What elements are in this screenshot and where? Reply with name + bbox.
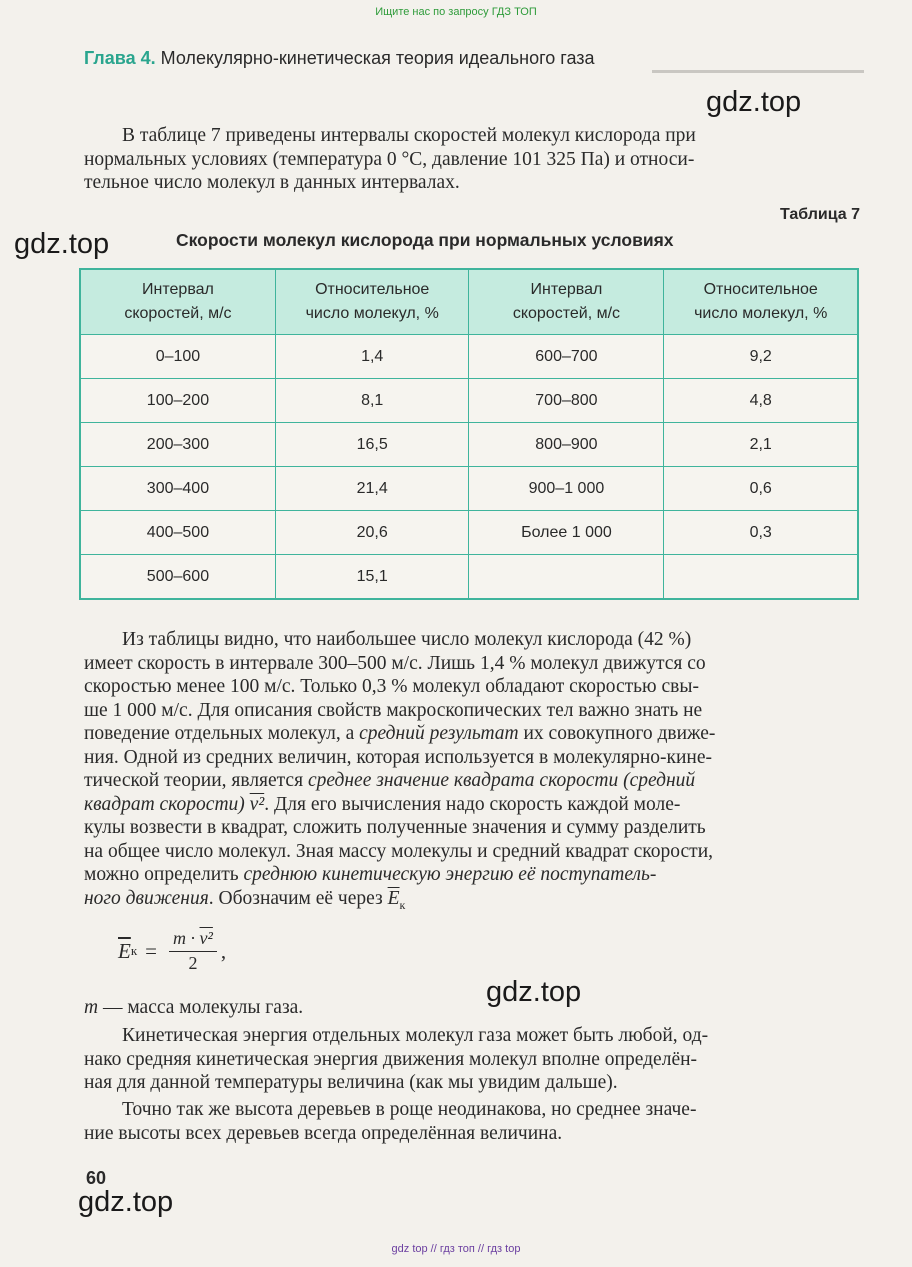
table-cell: 100–200 [80,379,275,423]
header-rule [652,70,864,73]
body-line: кулы возвести в квадрат, сложить полученные значения и сумму разделить [84,817,706,838]
chapter-title: Молекулярно-кинетическая теория идеального газа [160,48,595,68]
table-row [80,379,858,423]
table-cell: 800–900 [469,423,664,467]
italic-term: средний результат [359,723,519,744]
mass-symbol: m [84,997,99,1018]
table-cell: 200–300 [80,423,275,467]
table-cell: 0,6 [664,467,858,511]
footer-links[interactable]: gdz top // гдз топ // гдз top [391,1243,521,1255]
chapter-label: Глава 4. [84,48,156,68]
body-line: скоростью менее 100 м/с. Только 0,3 % молекул обладают скоростью свы- [84,676,699,697]
body-line: ше 1 000 м/с. Для описания свойств макроскопических тел важно знать не [84,699,703,721]
table-cell [664,555,858,600]
body-line: поведение отдельных молекул, а средний результат их совокупного движе- [84,723,716,744]
body-paragraph [84,628,856,917]
body-line: имеет скорость в интервале 300–500 м/с. Лишь 1,4 % молекул движутся со [84,652,706,674]
body-line: ния. Одной из средних величин, которая используется в молекулярно-кине- [84,746,713,768]
body-line: на общее число молекул. Зная массу молекулы и средний квадрат скорости, [84,840,714,862]
ek-symbol: $\overline{E}$ [387,887,400,909]
italic-term: ного движения [84,887,209,909]
v-squared-symbol: v² [249,793,265,815]
italic-term: квадрат скорости) [84,793,245,815]
table-cell: 500–600 [80,555,275,600]
table-cell: 300–400 [80,467,275,511]
header-cell: Интервал скоростей, м/с [80,269,275,335]
table-cell: 900–1 000 [469,467,664,511]
chapter-header [84,48,595,69]
table-cell: 400–500 [80,511,275,555]
formula-fraction [169,928,217,974]
formula-denominator: 2 [188,953,198,973]
formula-comma: , [220,938,227,963]
ek-subscript: к [399,897,406,912]
body-line: ние высоты всех деревьев всегда определённая величина. [84,1122,563,1144]
table-cell: 20,6 [275,511,469,555]
watermark: gdz.top [78,1186,174,1218]
table-cell: 600–700 [469,335,664,379]
table-cell: 8,1 [275,379,469,423]
table-row [80,335,858,379]
header-cell: Относительное число молекул, % [664,269,858,335]
table-cell: Более 1 000 [469,511,664,555]
table-cell: 2,1 [664,423,858,467]
table-cell: 15,1 [275,555,469,600]
table-cell: 0–100 [80,335,275,379]
formula-lhs: $\overline{E}$ [118,938,131,963]
body-line: ного движения. Обозначим её через $\overline{E}_к$ [84,887,406,912]
table-cell [469,555,664,600]
table-row [80,423,858,467]
table-cell: 16,5 [275,423,469,467]
table-number: Таблица 7 [779,206,860,223]
table-row [80,511,858,555]
body-line: Из таблицы видно, что наибольшее число молекул кислорода (42 %) [122,629,692,650]
formula-equals: = [145,938,157,963]
top-banner-link[interactable]: Ищите нас по запросу ГДЗ ТОП [375,6,537,18]
body-paragraph-2 [84,1024,856,1095]
header-cell: Относительное число молекул, % [275,269,469,335]
formula-numerator: m · v² [169,928,217,952]
intro-paragraph [84,124,860,195]
table-row [80,555,858,600]
table-row [80,467,858,511]
table-cell: 1,4 [275,335,469,379]
italic-term: среднее значение квадрата скорости (средний [307,770,696,791]
intro-line: тельное число молекул в данных интервалах. [84,172,460,193]
table-cell: 0,3 [664,511,858,555]
body-line: Кинетическая энергия отдельных молекул газа может быть любой, од- [122,1025,709,1046]
watermark: gdz.top [706,86,802,118]
intro-line: нормальных условиях (температура 0 °C, давление 101 325 Па) и относи- [84,148,695,170]
body-line: можно определить среднюю кинетическую энергию её поступатель- [84,864,657,885]
watermark: gdz.top [486,976,582,1008]
table-cell: 9,2 [664,335,858,379]
table-header-row [80,269,858,335]
speed-table [79,268,859,600]
formula-lhs-sub: к [130,943,138,958]
table-cell: 4,8 [664,379,858,423]
body-paragraph-3 [84,1098,856,1145]
intro-line: В таблице 7 приведены интервалы скоростей молекул кислорода при [122,125,696,146]
page-number: 60 [86,1168,107,1188]
body-line: тической теории, является среднее значение квадрата скорости (средний [84,770,696,791]
kinetic-energy-formula [118,928,226,974]
italic-term: среднюю кинетическую энергию её поступатель- [243,864,657,885]
body-line: нако средняя кинетическая энергия движения молекул вполне определён- [84,1048,698,1070]
table-cell: 21,4 [275,467,469,511]
header-cell: Интервал скоростей, м/с [469,269,664,335]
body-line: ная для данной температуры величина (как мы увидим дальше). [84,1072,618,1093]
table-cell: 700–800 [469,379,664,423]
where-line: m — масса молекулы газа. [84,997,304,1018]
body-line: Точно так же высота деревьев в роще неодинакова, но среднее значе- [122,1099,697,1120]
body-line: квадрат скорости) v². Для его вычисления надо скорость каждой моле- [84,793,681,815]
table-caption: Скорости молекул кислорода при нормальных условиях [176,230,674,250]
watermark: gdz.top [14,228,110,260]
